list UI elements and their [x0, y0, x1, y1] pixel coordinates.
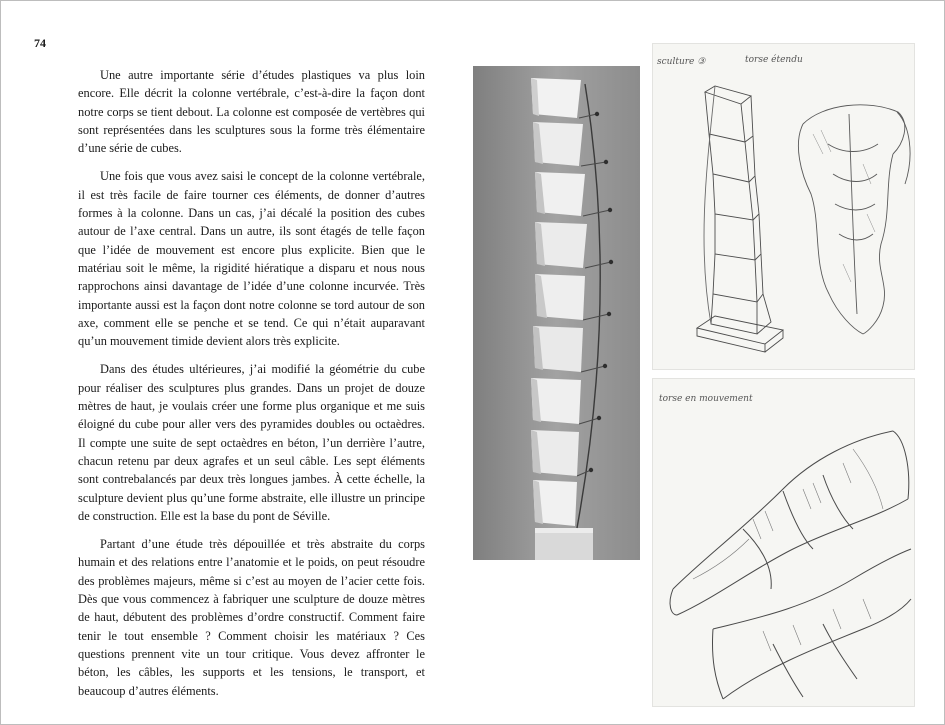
- paragraph: Partant d’une étude très dépouillée et très abstraite du corps humain et des relations entre l’anatomie et le poids, on peut résoudre des problèmes majeurs, même si c’est au moyen de l’acier cette fois. Dès que vous commencez à fabriquer une sculpture de douze mètres de haut, débutent des problèmes d’ordre constructif. Comment faire tenir le tout ensemble ? Comment choisir les matériaux ? Ces questions prennent vite un tour critique. Vous devez affronter le béton, les câbles, les supports et les tensions, le transport, et beaucoup d’autres éléments.: [78, 537, 425, 698]
- sketch-label: sculture ③: [657, 57, 706, 67]
- sketch-label: torse en mouvement: [659, 394, 753, 404]
- paragraph: Dans des études ultérieures, j’ai modifié la géométrie du cube pour réaliser des sculptures plus grandes. Dans un projet de douze mètres de haut, je voulais créer une forme plus organique et me suis éloigné du cube pour aller vers des pyramides doubles ou octaèdres. Il compte une suite de sept octaèdres en béton, l’un derrière l’autre, chacun retenu par deux agrafes et un seul câble. Les sept éléments sont contrebalancés par deux très longues jambes. À cette échelle, la sculpture devient plus qu’une forme abstraite, elle illustre un principe de construction. Elle est la base du pont de Séville.: [78, 362, 425, 523]
- body-text: [78, 66, 425, 710]
- sketch-column-and-torso: [652, 43, 915, 370]
- paragraph: Une autre importante série d’études plastiques va plus loin encore. Elle décrit la colonne vertébrale, c’est-à-dire la façon dont notre corps se tient debout. La colonne est composée de vertèbres qui sont représentées dans les sculptures sous la forme très élémentaire d’une série de cubes.: [78, 68, 425, 156]
- sculpture-photo: [473, 66, 640, 560]
- page-number: 74: [34, 36, 46, 50]
- paragraph: Une fois que vous avez saisi le concept de la colonne vertébrale, il est très facile de faire tourner ces éléments, de donner d’autres formes à la colonne. Dans un cas, j’ai décalé la position des cubes autour de l’axe central. Dans un autre, ils sont étagés de telle façon que l’idée de mouvement est encore plus explicite. Bien que le matériau soit le même, la rigidité hiératique a disparu et nous nous rapprochons ainsi davantage de l’idée d’une colonne incurvée. Très importante aussi est la façon dont notre colonne se tord autour de son axe, comment elle se penche et se tend. Ce qui n’était auparavant qu’un mouvement timide devient alors très explicite.: [78, 169, 425, 349]
- sketch-label: torse étendu: [745, 55, 803, 65]
- sketch-moving-torso: [652, 378, 915, 707]
